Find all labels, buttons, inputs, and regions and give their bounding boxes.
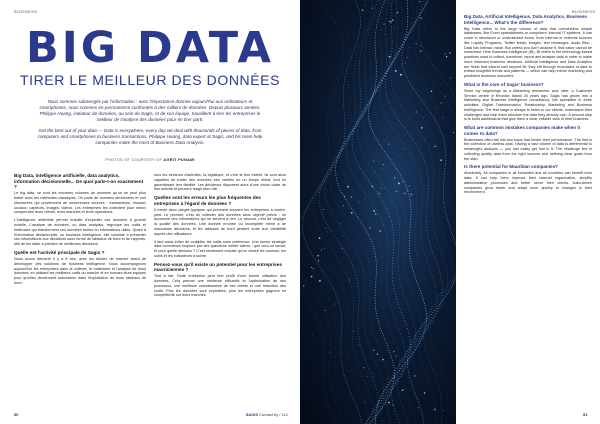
left-column-b [154,173,286,301]
photo-credits [0,158,300,162]
light-particle [375,213,376,214]
light-particle [424,392,426,394]
section-text: Businesses often fall into two traps that hinder their performance. The first is the collection of useless data. Having a vast volume of data is detrimental to meaningful analysis — you can easily get lost in it. The challenge lies in collecting quality data from the right sources and defining clear goals from the start. [464,137,592,161]
footer-left [14,412,294,420]
light-particle [441,32,442,33]
light-particle [365,402,366,403]
light-particle [436,107,437,108]
light-particle [313,268,315,270]
light-particle [402,389,404,391]
light-particle [397,12,399,14]
light-particle [434,409,436,411]
light-particle [393,351,395,353]
section-text: Nous avons démarré il y a 8 ans, avec les études de marché avant de développer des solutions de business intelligence. Nous accompagnons aujourd'hui les entreprises dans la collecte, le traitement et l'analyse de leurs données, en utilisant les meilleurs outils du marché et en formant leurs équipes pour qu'elles deviennent autonomes dans l'exploitation de leurs tableaux de bord. [14,256,146,285]
light-particle [321,249,322,250]
light-particle [364,198,365,199]
light-particle [359,202,360,203]
light-particle [404,193,405,194]
light-particle [414,375,415,376]
light-particle [423,117,424,118]
section-text: Since my beginnings as a Marketing researcher and, later, a Customer Service centre in Reunion Island 20 years ago, Sagis has grown into a Marketing and Business Intelligence consultancy. We specialise in three activities: Digital Transformation, Relationship Marketing and Business Intelligence. The first stage is always to listen to our clients, understand their challenges and help them structure the data they already own. A second step is to build dashboards that give them a clear, reliable view of their business. [464,88,592,122]
light-particle [381,30,382,31]
light-particle [365,5,366,6]
light-particle [365,208,366,209]
wave-line [314,0,374,424]
light-particle [377,353,379,355]
light-particle [418,407,419,408]
light-particle [382,359,383,360]
wave-line [303,0,363,424]
wave-line [407,0,456,424]
section-heading: Big Data, intelligence artificielle, data analytics, information décisionnelle... De quoi parle-t-on exactement ? [14,173,144,190]
light-particle [384,34,385,35]
light-particle [351,196,353,198]
light-particle [404,149,405,150]
footer-brand-issue: Contact by / 112 [259,412,288,417]
light-particle [434,146,435,147]
section-heading: Big Data, Artificial Intelligence, Data Analytics, Business Intelligence... What's the difference? [464,14,587,25]
light-particle [378,192,380,194]
light-particle [419,1,420,2]
light-particle [421,127,423,129]
light-particle [351,212,353,214]
light-particle [358,345,359,346]
light-particle [334,304,335,305]
light-particle [444,95,445,96]
light-particle [325,248,326,249]
wave-line [385,0,443,424]
light-particle [422,79,423,80]
light-particle [440,159,442,161]
section-text: Il faut aussi éviter de multiplier les outils sans cohérence. Une bonne stratégie data commence toujours par des questions métier claires : que veut-on savoir, et pour quelle décision ? C'est seulement ensuite qu'on choisit les sources, les outils et les indicateurs à suivre. [154,239,286,258]
section-heading: Quelle est l'activité principale de Sagis ? [14,249,105,255]
light-particle [325,310,326,311]
wave-line [380,0,438,424]
light-particle [373,350,374,351]
light-particle [381,188,382,189]
light-particle [353,330,354,331]
page-number-right: 51 [583,412,588,417]
light-particle [394,377,395,378]
light-particle [406,190,407,191]
light-particle [411,193,413,195]
light-particle [317,255,319,257]
light-particle [395,356,396,357]
hero-image [300,0,456,424]
light-particle [449,52,451,54]
intro-french: Nous sommes submergés par l'information : avec l'importance donnée aujourd'hui aux ordinateurs et smartphones, nous sommes en permanence confrontés à des milliers de données. Depuis plusieurs années, Philippe Huang, initiateur de données, au sein de Sagis, et de son équipe, travaillent à tirer les entreprises le meilleur de l'analyse des données pour en tirer parti. [39,99,261,122]
light-particle [347,186,349,188]
light-particle [429,146,430,147]
article-subtitle: TIRER LE MEILLEUR DES DONNÉES [19,72,281,88]
light-particle [319,237,321,239]
light-particle [394,177,396,179]
wave-line [418,0,456,424]
light-particle [315,258,316,259]
light-particle [303,285,305,287]
light-particle [431,90,433,92]
light-particle [450,78,451,79]
light-particle [349,280,350,281]
right-column [464,14,592,198]
data-waves-illustration [300,0,456,424]
light-particle [311,276,313,278]
light-particle [394,27,395,28]
section-heading: Is there potential for Mauritian companies? [464,164,558,170]
light-particle [389,21,390,22]
light-particle [420,45,421,46]
light-particle [400,74,402,76]
light-particle [379,230,380,231]
light-particle [388,143,390,145]
light-particle [453,132,454,133]
light-particle [323,209,324,210]
light-particle [311,267,312,268]
light-particle [420,50,422,52]
wave-line [424,0,456,424]
light-particle [338,340,339,341]
credits-label: PHOTOS OF COURTESY OF [105,158,163,162]
right-page [300,0,600,424]
light-particle [384,188,385,189]
wave-line [330,0,389,424]
light-particle [340,224,341,225]
section-heading: What is the core of Sagis' business? [464,81,544,87]
light-particle [342,236,343,237]
light-particle [385,140,386,141]
light-particle [326,231,327,232]
wave-line [391,0,448,424]
light-particle [312,335,313,336]
light-particle [372,186,373,187]
light-particle [446,56,447,57]
section-text: Absolutely. All companies in all industries and all countries can benefit from data. It can help them improve their internal organisation, simplify administrative processes and better serve their clients. Data-driven companies grow faster and adapt more quickly to changes in their environment. [464,171,592,195]
light-particle [383,23,384,24]
running-head-right: BUSINESS [572,9,596,14]
wave-line [300,0,357,424]
left-column-a [14,173,146,289]
light-particle [378,0,379,1]
wave-line [308,0,368,424]
light-particle [409,185,410,186]
footer-brand [246,412,288,417]
light-particle [443,410,444,411]
light-particle [444,53,446,55]
light-particle [342,248,343,249]
wave-line [325,0,384,424]
light-particle [367,376,368,377]
article-title: BIG DATA [26,23,274,73]
section-text: Big Data refers to the large volume of data that overwhelms simple databases, like Excel spreadsheets or computers' internal IT systems. It can come in structured or unstructured forms, from internal or external sources like Loyalty Programs, Twitter feeds, images, text messages, audio files... Data has intrinsic value. But unless you don't analyse it, that value cannot be unearthed. Here Business Intelligence (BI), BI refers to the technology-based practices used to collect, transform, report and analyse data in order to make more informed business decisions. Artificial Intelligence and Data Analytics are fields that extend well beyond BI: they sift through mountains of data to extract insightful trends and patterns — which can help inform marketing and predictive business outcomes. [464,26,592,78]
light-particle [373,161,374,162]
light-particle [374,171,375,172]
section-heading: Pensez-vous qu'il existe un potentiel pour les entreprises mauriciennes ? [154,261,282,273]
light-particle [373,210,375,212]
light-particle [398,182,400,184]
light-particle [310,307,311,308]
light-particle [396,191,397,192]
light-particle [405,63,406,64]
section-heading: Quelles sont les erreurs les plus fréquentes des entreprises à l'égard de données ? [154,195,261,206]
light-particle [387,379,388,380]
light-particle [395,70,397,72]
light-particle [409,47,410,48]
light-particle [363,367,364,368]
light-particle [440,102,441,103]
light-particle [372,7,373,8]
footer-brand-name: SAGIS [245,412,259,417]
wave-line [402,0,456,424]
intro-english: Get the best out of your data — Data is everywhere; every day we deal with thousands of pieces of data, from computers and smartphones to business transactions. Philippe Huang, data expert at Sagis, and his team help companies make the most of Business Data Analysis. [37,128,263,145]
wave-line [352,0,410,424]
light-particle [415,111,417,113]
light-particle [369,227,371,229]
light-particle [382,224,383,225]
section-text: Le big data, ce sont les énormes volumes de données qu'on ne peut plus traiter avec les méthodes classiques. On parle de données structurées et non structurées qui proviennent de nombreuses sources : transactions, réseaux sociaux, capteurs, images, vidéos. Les entreprises les collectent pour mieux comprendre leurs clients, leurs marchés et leurs opérations. [14,191,146,215]
light-particle [402,181,404,183]
light-particle [390,21,391,22]
light-particle [441,84,442,85]
light-particle [382,168,383,169]
wave-line [336,0,395,424]
credits-name: AGRIT PUNAMI [163,158,195,162]
light-particle [425,139,426,140]
light-particle [415,43,417,45]
section-text: Tout à fait. Toute entreprise peut tirer profit d'une bonne utilisation des données. Cela permet une meilleure efficacité et l'optimisation de ses processus, une meilleure connaissance de ses clients et une réduction des coûts. Plus les données sont exploitées, plus les entreprises gagnent en compétitivité sur leurs marchés. [154,274,286,298]
section-text: L'intelligence artificielle permet ensuite d'exploiter ces données à grande échelle. L'analyse de données, ou data analytics, regroupe les outils et méthodes qui transforment ces données brutes en informations utiles. Quant à l'information décisionnelle, ou business intelligence, elle consiste à présenter ces informations aux décideurs sous forme de tableaux de bord et de rapports, afin de les aider à prendre de meilleures décisions. [14,218,146,247]
light-particle [392,404,393,405]
running-head-left: BUSINESS [14,9,38,14]
wave-line [413,0,456,424]
light-particle [325,227,326,228]
section-heading: What are common mistakes companies make when it comes to data? [464,125,581,136]
light-particle [343,205,344,206]
light-particle [388,402,390,404]
page-number-left: 50 [14,412,19,417]
light-particle [398,71,399,72]
light-particle [389,56,391,58]
section-text: tous les secteurs d'activités, la logistique, et c'est là leur intérêt. Ils sont ainsi capables de traiter des données très variées en un temps réduit, tout en garantissant leur fiabilité. Les décideurs disposent alors d'une vision claire de leur activité et peuvent réagir plus vite. [154,173,286,192]
light-particle [319,280,321,282]
light-particle [392,19,394,21]
light-particle [383,164,384,165]
light-particle [344,196,345,197]
wave-line [300,0,344,424]
light-particle [420,17,422,19]
light-particle [362,10,364,12]
wave-line [369,0,427,424]
light-particle [318,260,319,261]
light-particle [329,351,330,352]
light-particle [442,117,443,118]
light-particle [393,152,394,153]
light-particle [406,57,407,58]
light-particle [409,406,410,407]
section-text: Il existe deux pièges typiques qui prennent souvent les entreprises à contre-pied. Le premier, c'est de collecter des données sans objectif précis : on accumule des informations qui ne servent à rien. Le second, c'est de négliger la qualité des données. Une donnée erronée ou incomplète mène à de mauvaises décisions, et les tableaux de bord perdent toute leur crédibilité auprès des utilisateurs. [154,207,286,236]
